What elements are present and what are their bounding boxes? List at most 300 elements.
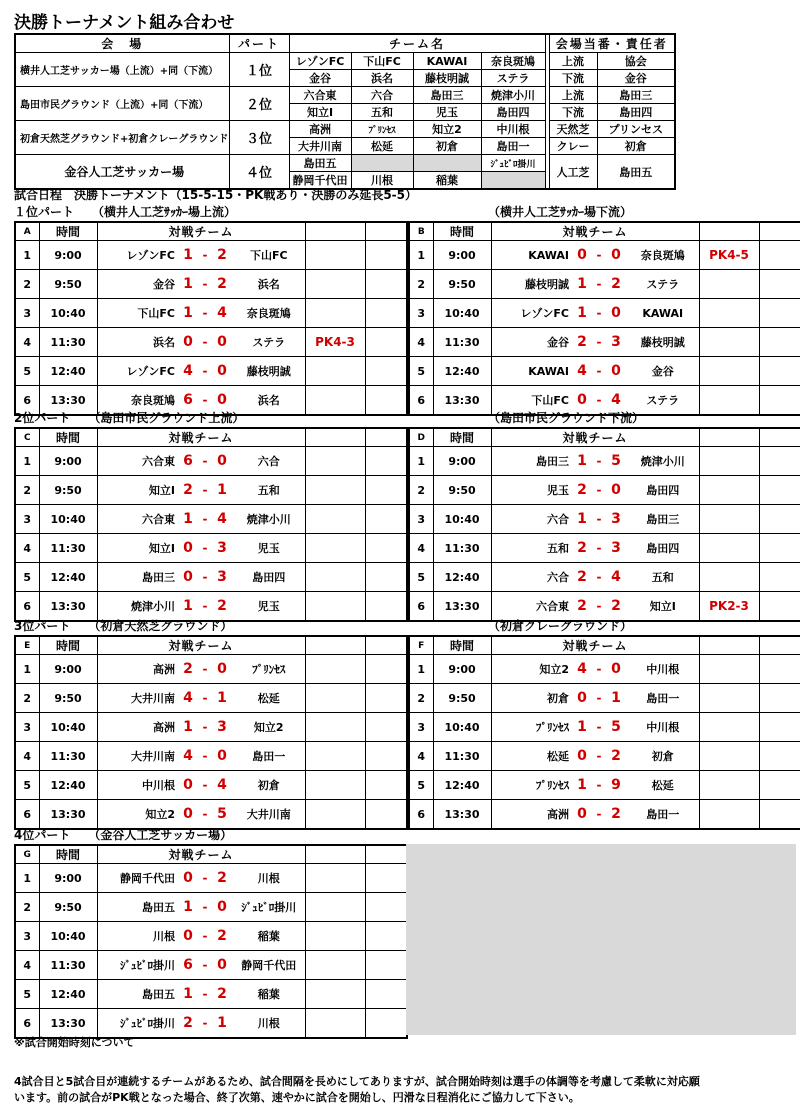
home-team: 知立2 xyxy=(491,655,571,684)
venue-team-cell: 島田一 xyxy=(481,138,545,155)
duty-person: 島田五 xyxy=(597,155,675,190)
header-blank xyxy=(699,428,759,447)
score-dash: - xyxy=(199,299,211,328)
pk-result xyxy=(699,505,759,534)
away-team: 島田四 xyxy=(627,534,699,563)
match-table-d xyxy=(408,427,800,622)
blank-cell xyxy=(365,655,407,684)
header-teams: 対戦チーム xyxy=(491,636,699,655)
away-team: 知立Ⅰ xyxy=(627,592,699,622)
away-team: 五和 xyxy=(627,563,699,592)
venue-part: ３位 xyxy=(229,121,289,155)
pk-result xyxy=(305,241,365,270)
group-letter: D xyxy=(409,428,433,447)
match-time: 13:30 xyxy=(433,592,491,622)
match-number: 2 xyxy=(409,476,433,505)
away-team: 奈良斑鳩 xyxy=(233,299,305,328)
home-team: 知立Ⅰ xyxy=(97,476,177,505)
match-number: 3 xyxy=(15,505,39,534)
match-row xyxy=(15,270,407,299)
pk-result xyxy=(699,713,759,742)
pk-result xyxy=(305,922,365,951)
section-label-right: （初倉クレーグラウンド） xyxy=(488,619,633,633)
venue-team-cell: 川根 xyxy=(351,172,413,190)
home-team: 松延 xyxy=(491,742,571,771)
blank-cell xyxy=(759,684,800,713)
duty-place: 天然芝 xyxy=(549,121,597,138)
empty-area xyxy=(406,844,796,1035)
match-time: 9:50 xyxy=(39,893,97,922)
header-time: 時間 xyxy=(39,428,97,447)
pk-result xyxy=(305,505,365,534)
score-dash: - xyxy=(593,328,605,357)
away-score: 0 xyxy=(605,357,627,386)
home-team: レゾンFC xyxy=(97,241,177,270)
duty-place: 下流 xyxy=(549,104,597,121)
match-time: 13:30 xyxy=(39,1009,97,1039)
away-team: 初倉 xyxy=(233,771,305,800)
match-number: 5 xyxy=(409,563,433,592)
header-blank xyxy=(305,636,365,655)
away-score: 4 xyxy=(211,505,233,534)
home-score: 4 xyxy=(571,655,593,684)
score-dash: - xyxy=(199,771,211,800)
match-number: 5 xyxy=(15,563,39,592)
header-time: 時間 xyxy=(39,845,97,864)
home-score: 1 xyxy=(177,713,199,742)
home-team: 下山FC xyxy=(97,299,177,328)
away-team: 初倉 xyxy=(627,742,699,771)
away-score: 2 xyxy=(211,922,233,951)
match-time: 13:30 xyxy=(433,800,491,830)
score-dash: - xyxy=(199,328,211,357)
pk-result xyxy=(305,980,365,1009)
pk-result xyxy=(699,476,759,505)
venue-team-cell: ステラ xyxy=(481,70,545,87)
home-score: 0 xyxy=(177,864,199,893)
blank-cell xyxy=(759,742,800,771)
match-time: 11:30 xyxy=(433,328,491,357)
pk-result xyxy=(699,684,759,713)
home-team: 金谷 xyxy=(491,328,571,357)
blank-cell xyxy=(759,328,800,357)
away-team: 下山FC xyxy=(233,241,305,270)
venue-name: 金谷人工芝サッカー場 xyxy=(15,155,229,190)
match-table-a xyxy=(14,221,408,416)
match-row xyxy=(15,328,407,357)
match-row xyxy=(409,357,800,386)
pk-result: PK2-3 xyxy=(699,592,759,622)
match-time: 9:50 xyxy=(39,684,97,713)
pk-result xyxy=(699,357,759,386)
home-team: 高洲 xyxy=(97,655,177,684)
away-team: 稲葉 xyxy=(233,980,305,1009)
venue-team-cell: 六合東 xyxy=(289,87,351,104)
home-team: 奈良斑鳩 xyxy=(97,386,177,416)
match-time: 12:40 xyxy=(39,771,97,800)
home-team: 初倉 xyxy=(491,684,571,713)
match-row xyxy=(15,893,407,922)
pk-result xyxy=(305,713,365,742)
away-team: 浜名 xyxy=(233,386,305,416)
match-number: 1 xyxy=(409,241,433,270)
home-score: 0 xyxy=(177,800,199,830)
pk-result xyxy=(305,386,365,416)
score-dash: - xyxy=(593,771,605,800)
header-time: 時間 xyxy=(433,222,491,241)
away-score: 2 xyxy=(605,270,627,299)
home-team: 焼津小川 xyxy=(97,592,177,622)
score-dash: - xyxy=(199,864,211,893)
away-team: 静岡千代田 xyxy=(233,951,305,980)
score-dash: - xyxy=(593,534,605,563)
match-row xyxy=(15,563,407,592)
match-row xyxy=(409,328,800,357)
away-team: KAWAI xyxy=(627,299,699,328)
match-row xyxy=(15,771,407,800)
away-team: 金谷 xyxy=(627,357,699,386)
venue-team-cell: 静岡千代田 xyxy=(289,172,351,190)
match-number: 1 xyxy=(15,655,39,684)
match-time: 12:40 xyxy=(39,357,97,386)
match-time: 12:40 xyxy=(433,563,491,592)
away-score: 4 xyxy=(605,386,627,416)
blank-cell xyxy=(365,864,407,893)
away-team: 奈良斑鳩 xyxy=(627,241,699,270)
notes-heading: ※試合開始時刻について xyxy=(14,1036,135,1049)
score-dash: - xyxy=(199,447,211,476)
away-score: 4 xyxy=(605,563,627,592)
score-dash: - xyxy=(593,270,605,299)
score-dash: - xyxy=(593,800,605,830)
notes-line-2: います。前の試合がPK戦となった場合、終了次第、速やかに試合を開始し、円滑な日程消化にご協力して下さい。 xyxy=(14,1091,580,1104)
home-team: 島田三 xyxy=(97,563,177,592)
away-score: 3 xyxy=(605,534,627,563)
pk-result xyxy=(699,386,759,416)
match-number: 4 xyxy=(409,534,433,563)
match-row xyxy=(15,447,407,476)
pk-result xyxy=(305,476,365,505)
header-duty: 会場当番・責任者 xyxy=(549,34,675,53)
venue-team-cell: 島田五 xyxy=(289,155,351,172)
match-time: 10:40 xyxy=(39,713,97,742)
home-team: 知立Ⅰ xyxy=(97,534,177,563)
score-dash: - xyxy=(199,563,211,592)
venue-team-cell: 大井川南 xyxy=(289,138,351,155)
away-score: 1 xyxy=(605,684,627,713)
match-row xyxy=(15,742,407,771)
home-team: ｼﾞｭﾋﾞﾛ掛川 xyxy=(97,1009,177,1039)
home-team: 島田五 xyxy=(97,893,177,922)
blank-cell xyxy=(365,328,407,357)
pk-result xyxy=(305,655,365,684)
page-title: 決勝トーナメント組み合わせ xyxy=(14,13,235,33)
away-score: 3 xyxy=(211,563,233,592)
blank-cell xyxy=(759,534,800,563)
group-letter: F xyxy=(409,636,433,655)
home-team: 六合東 xyxy=(491,592,571,622)
score-dash: - xyxy=(199,386,211,416)
header-teams: 対戦チーム xyxy=(97,428,305,447)
match-time: 11:30 xyxy=(433,534,491,563)
away-score: 0 xyxy=(211,742,233,771)
home-score: 0 xyxy=(571,386,593,416)
match-row xyxy=(409,742,800,771)
blank-cell xyxy=(365,476,407,505)
blank-cell xyxy=(365,447,407,476)
away-score: 2 xyxy=(211,270,233,299)
away-score: 2 xyxy=(605,800,627,830)
pk-result xyxy=(305,447,365,476)
match-number: 2 xyxy=(15,270,39,299)
pk-result xyxy=(699,771,759,800)
blank-cell xyxy=(365,505,407,534)
match-row xyxy=(409,534,800,563)
match-number: 2 xyxy=(409,270,433,299)
home-team: ﾌﾟﾘﾝｾｽ xyxy=(491,771,571,800)
home-score: 6 xyxy=(177,386,199,416)
home-team: 金谷 xyxy=(97,270,177,299)
pk-result xyxy=(305,864,365,893)
away-team: ステラ xyxy=(627,270,699,299)
away-score: 2 xyxy=(605,592,627,622)
match-time: 11:30 xyxy=(39,534,97,563)
away-team: 焼津小川 xyxy=(627,447,699,476)
away-team: 川根 xyxy=(233,864,305,893)
home-team: 島田三 xyxy=(491,447,571,476)
home-score: 2 xyxy=(571,534,593,563)
venue-team-cell: 島田四 xyxy=(481,104,545,121)
away-team: 六合 xyxy=(233,447,305,476)
schedule-title: 試合日程 決勝トーナメント（15-5-15・PK戦あり・決勝のみ延長5-5） xyxy=(14,188,418,202)
group-letter: B xyxy=(409,222,433,241)
score-dash: - xyxy=(593,447,605,476)
away-team: 島田一 xyxy=(233,742,305,771)
score-dash: - xyxy=(199,713,211,742)
blank-cell xyxy=(759,563,800,592)
match-number: 2 xyxy=(15,476,39,505)
pk-result xyxy=(305,800,365,830)
blank-cell xyxy=(365,980,407,1009)
match-row xyxy=(409,241,800,270)
away-team: 児玉 xyxy=(233,534,305,563)
away-team: 中川根 xyxy=(627,713,699,742)
venue-name: 初倉天然芝グラウンド+初倉クレーグラウンド xyxy=(15,121,229,155)
away-score: 5 xyxy=(605,713,627,742)
venue-team-cell xyxy=(351,155,413,172)
away-team: 大井川南 xyxy=(233,800,305,830)
match-number: 1 xyxy=(409,655,433,684)
away-team: 中川根 xyxy=(627,655,699,684)
home-score: 1 xyxy=(177,592,199,622)
home-team: KAWAI xyxy=(491,241,571,270)
blank-cell xyxy=(759,655,800,684)
home-team: 六合東 xyxy=(97,505,177,534)
match-time: 11:30 xyxy=(39,742,97,771)
venue-team-cell xyxy=(413,155,481,172)
blank-cell xyxy=(759,476,800,505)
venue-team-cell: 知立Ⅰ xyxy=(289,104,351,121)
score-dash: - xyxy=(593,655,605,684)
home-score: 1 xyxy=(177,270,199,299)
pk-result xyxy=(305,951,365,980)
match-row xyxy=(15,800,407,830)
venue-part: ４位 xyxy=(229,155,289,190)
match-row xyxy=(15,951,407,980)
match-time: 9:50 xyxy=(39,476,97,505)
venue-team-cell: 児玉 xyxy=(413,104,481,121)
away-score: 1 xyxy=(211,684,233,713)
away-score: 2 xyxy=(211,241,233,270)
home-team: ﾌﾟﾘﾝｾｽ xyxy=(491,713,571,742)
away-score: 0 xyxy=(211,357,233,386)
match-time: 10:40 xyxy=(39,505,97,534)
pk-result xyxy=(305,742,365,771)
away-team: 知立2 xyxy=(233,713,305,742)
home-team: 静岡千代田 xyxy=(97,864,177,893)
header-time: 時間 xyxy=(39,222,97,241)
duty-person: 金谷 xyxy=(597,70,675,87)
home-score: 1 xyxy=(571,447,593,476)
duty-person: 協会 xyxy=(597,53,675,70)
match-time: 12:40 xyxy=(433,771,491,800)
blank-cell xyxy=(365,563,407,592)
blank-cell xyxy=(365,357,407,386)
score-dash: - xyxy=(199,476,211,505)
away-team: 島田一 xyxy=(627,800,699,830)
away-team: 藤枝明誠 xyxy=(627,328,699,357)
match-row xyxy=(15,241,407,270)
pk-result xyxy=(305,563,365,592)
pk-result xyxy=(305,357,365,386)
duty-place: 上流 xyxy=(549,87,597,104)
score-dash: - xyxy=(199,893,211,922)
header-teams: 対戦チーム xyxy=(97,845,305,864)
header-blank xyxy=(365,845,407,864)
pk-result xyxy=(305,270,365,299)
away-team: 藤枝明誠 xyxy=(233,357,305,386)
away-team: 島田三 xyxy=(627,505,699,534)
away-team: 川根 xyxy=(233,1009,305,1039)
pk-result xyxy=(305,299,365,328)
home-score: 1 xyxy=(571,713,593,742)
match-time: 10:40 xyxy=(433,299,491,328)
header-blank xyxy=(759,636,800,655)
header-teams: 対戦チーム xyxy=(97,222,305,241)
match-row xyxy=(409,563,800,592)
pk-result xyxy=(305,684,365,713)
header-blank xyxy=(365,636,407,655)
home-score: 6 xyxy=(177,951,199,980)
venue-team-cell: 中川根 xyxy=(481,121,545,138)
home-score: 2 xyxy=(177,1009,199,1039)
home-score: 2 xyxy=(571,476,593,505)
home-score: 2 xyxy=(571,592,593,622)
home-score: 1 xyxy=(177,980,199,1009)
header-blank xyxy=(305,222,365,241)
blank-cell xyxy=(365,386,407,416)
away-team: 五和 xyxy=(233,476,305,505)
duty-place: 上流 xyxy=(549,53,597,70)
match-row xyxy=(15,534,407,563)
group-letter: C xyxy=(15,428,39,447)
pk-result xyxy=(305,534,365,563)
blank-cell xyxy=(365,893,407,922)
away-score: 0 xyxy=(605,241,627,270)
venue-table xyxy=(14,33,676,190)
score-dash: - xyxy=(199,951,211,980)
blank-cell xyxy=(759,357,800,386)
away-score: 3 xyxy=(605,505,627,534)
home-team: 六合東 xyxy=(97,447,177,476)
venue-team-cell: 藤枝明誠 xyxy=(413,70,481,87)
blank-cell xyxy=(365,299,407,328)
venue-team-cell: 高洲 xyxy=(289,121,351,138)
header-time: 時間 xyxy=(39,636,97,655)
away-score: 0 xyxy=(211,951,233,980)
home-team: 島田五 xyxy=(97,980,177,1009)
home-team: 川根 xyxy=(97,922,177,951)
duty-person: 初倉 xyxy=(597,138,675,155)
group-letter: A xyxy=(15,222,39,241)
venue-team-cell: KAWAI xyxy=(413,53,481,70)
pk-result xyxy=(699,563,759,592)
match-number: 6 xyxy=(409,386,433,416)
header-time: 時間 xyxy=(433,428,491,447)
blank-cell xyxy=(365,771,407,800)
match-row xyxy=(15,713,407,742)
away-score: 9 xyxy=(605,771,627,800)
header-blank xyxy=(759,222,800,241)
home-team: 高洲 xyxy=(491,800,571,830)
match-number: 6 xyxy=(15,386,39,416)
score-dash: - xyxy=(199,357,211,386)
score-dash: - xyxy=(199,655,211,684)
match-time: 9:00 xyxy=(39,241,97,270)
match-number: 2 xyxy=(15,893,39,922)
match-number: 2 xyxy=(15,684,39,713)
match-row xyxy=(409,771,800,800)
match-row xyxy=(409,800,800,830)
match-time: 9:00 xyxy=(39,655,97,684)
home-team: 浜名 xyxy=(97,328,177,357)
match-number: 1 xyxy=(15,241,39,270)
away-team: 児玉 xyxy=(233,592,305,622)
away-team: 焼津小川 xyxy=(233,505,305,534)
venue-team-cell: 松延 xyxy=(351,138,413,155)
section-label-right: （島田市民グラウンド下流） xyxy=(488,411,645,425)
match-time: 10:40 xyxy=(39,922,97,951)
blank-cell xyxy=(759,447,800,476)
match-table-g xyxy=(14,844,408,1039)
venue-team-cell: 奈良斑鳩 xyxy=(481,53,545,70)
venue-team-cell: 焼津小川 xyxy=(481,87,545,104)
home-score: 0 xyxy=(177,328,199,357)
home-score: 1 xyxy=(177,299,199,328)
match-number: 3 xyxy=(15,922,39,951)
blank-cell xyxy=(365,592,407,622)
match-time: 11:30 xyxy=(39,328,97,357)
home-score: 0 xyxy=(571,684,593,713)
away-score: 0 xyxy=(211,447,233,476)
match-time: 13:30 xyxy=(39,592,97,622)
away-team: 浜名 xyxy=(233,270,305,299)
match-time: 11:30 xyxy=(39,951,97,980)
away-score: 2 xyxy=(211,592,233,622)
match-row xyxy=(15,655,407,684)
match-number: 5 xyxy=(15,771,39,800)
away-team: 島田四 xyxy=(233,563,305,592)
